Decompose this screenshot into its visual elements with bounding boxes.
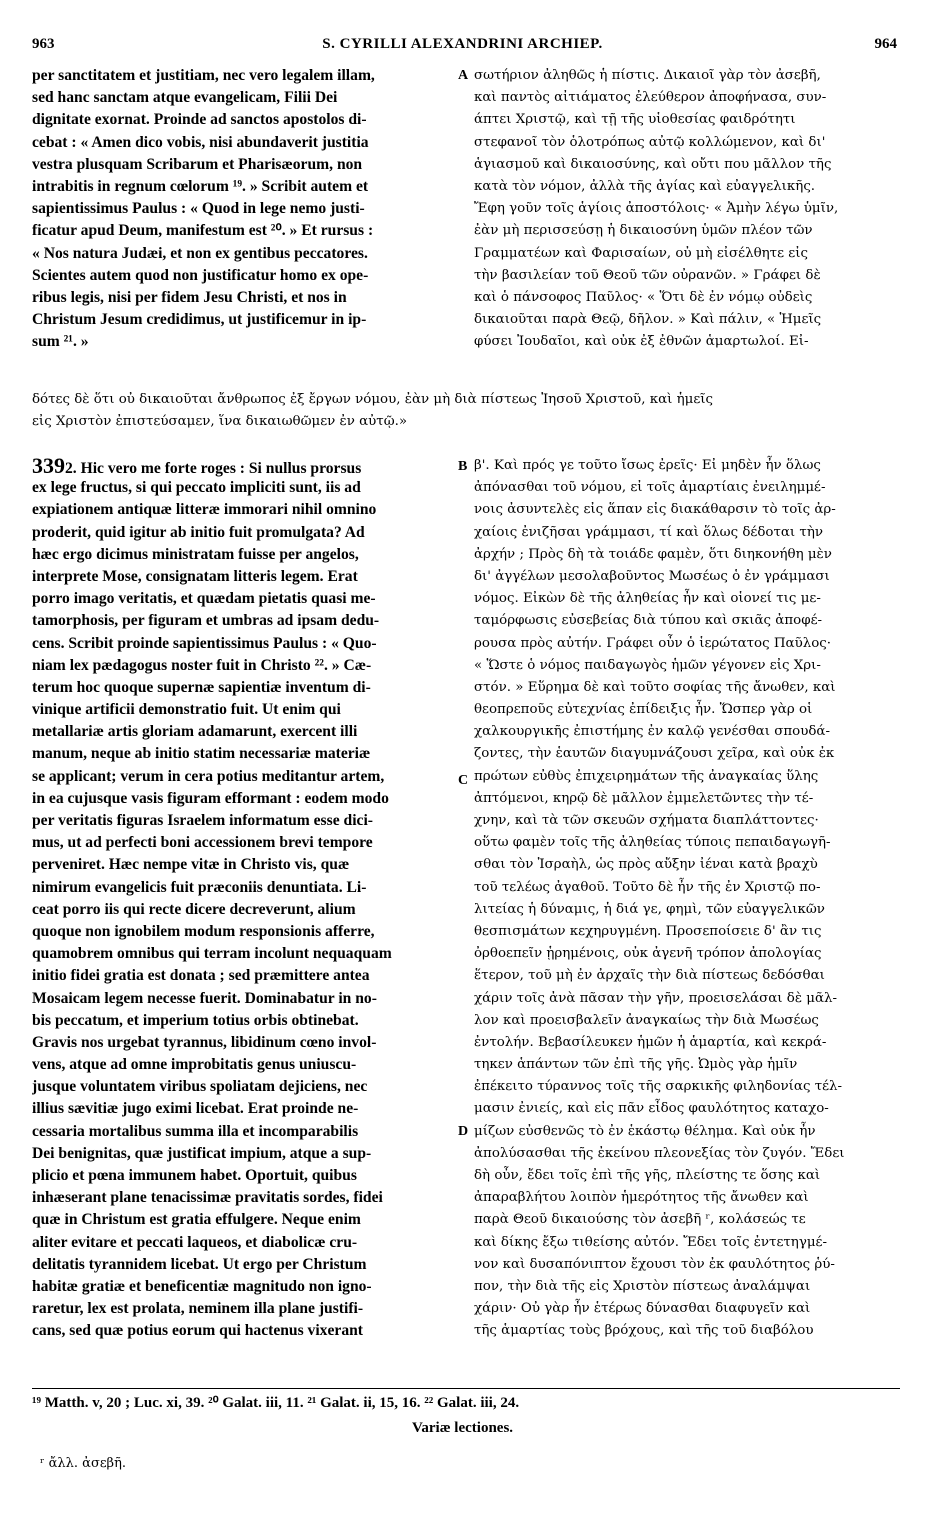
text-line: sed hanc sanctam atque evangelicam, Filii Dei [32,89,338,107]
text-line: manum, neque ab initio statim necessariæ materiæ [32,745,371,763]
latin-main-first-line: 3392. Hic vero me forte roges : Si nullus prorsus [32,455,362,478]
text-line: ἕτερον, τοῦ μὴ ἐν ἀρχαῖς τὴν διὰ πίστεως δεδόσθαι [474,968,825,984]
text-line: τηκεν ἁπάντων τῶν ἐπὶ τῆς γῆς. Ὠμὸς γὰρ ἡμῖν [474,1057,798,1073]
text-line: sum ²¹. » [32,333,89,351]
text-line: τοῦ τελέως ἀγαθοῦ. Τοῦτο δὲ ἦν τῆς ἐν Χριστῷ πο- [474,879,821,895]
text-line: νόμος. Εἰκὼν δὲ τῆς ἀληθείας ἦν καὶ οἱονεί τις με- [474,591,821,607]
text-line: expiationem antiquæ litteræ immorari nihil omnino [32,501,377,519]
text-line: vinique artificii demonstratio fuit. Ut enim qui [32,701,341,719]
text-line: θεοπρεποῦς εὐτεχνίας ἐπίδειξις ἦν. Ὥσπερ γὰρ οἱ [474,702,813,718]
greek-column-top [474,65,899,353]
text-line: ex lege fructus, si qui peccato impliciti sunt, iis ad [32,479,361,497]
text-line: per veritatis figuras Israelem informatum esse dici- [32,812,373,829]
text-line: παρὰ Θεοῦ δικαιούσης τὸν ἀσεβῆ ʳ, κολάσεώς τε [474,1212,806,1228]
text-line: ceat porro iis qui recte dicere decreverunt, alium [32,900,356,918]
text-line: vestra plusquam Scribarum et Pharisæorum, non [32,155,363,173]
text-line: inhæserant plane tenacissimæ pravitatis sordes, fidei [32,1189,383,1207]
text-line: sapientissimus Paulus : « Quod in lege nemo justi- [32,200,365,218]
text-line: δικαιοῦται παρὰ Θεῷ, δῆλον. » Καὶ πάλιν, « Ἡμεῖς [474,312,822,328]
text-line: initio fidei gratia est donata ; sed præmittere antea [32,967,370,985]
text-line: ἀπαραβλήτου λοιπὸν ἡμερότητος τῆς ἄνωθεν καὶ [474,1190,809,1206]
text-line: λιτείας ἡ δύναμις, ἡ διά γε, φημὶ, τῶν εὐαγγελικῶν [474,901,825,917]
text-line: άπτει Χριστῷ, καὶ τῇ τῆς υἱοθεσίας φαιδρότητι [474,112,796,128]
text-line: Ἔφη γοῦν τοῖς ἁγίοις ἀποστόλοις· « Ἀμὴν λέγω ὑμῖν, [474,201,839,217]
margin-letter-b: B [458,459,468,474]
text-line: terum hoc quoque supernæ sapientiæ inventum di- [32,678,371,696]
footnote-rule [32,1388,900,1389]
text-line: μασιν ἐνιείς, καὶ εἰς πᾶν εἶδος φαυλότητος καταχο- [474,1101,829,1117]
text-line: λον καὶ προεισβαλεῖν ἀναγκαίως τὴν διὰ Μωσέως [474,1012,819,1028]
text-line: bis peccatum, et imperium totius orbis obtinebat. [32,1011,359,1029]
text-line: Dei benignitas, quæ justificat impium, atque a sup- [32,1144,372,1162]
text-line: δότες δὲ ὅτι οὐ δικαιοῦται ἄνθρωπος ἐξ ἔργων νόμου, ἐὰν μὴ διὰ πίστεως Ἰησοῦ Χριστοῦ, καὶ ἡμεῖς [32,392,714,407]
text-line: per sanctitatem et justitiam, nec vero legalem illam, [32,67,375,84]
text-line: ρουσα πρὸς αὐτήν. Γράφει οὖν ὁ ἱερώτατος Παῦλος· [474,635,832,651]
text-line: φύσει Ἰουδαῖοι, καὶ οὐκ ἐξ ἐθνῶν ἁμαρτωλοί. Εἰ- [474,334,809,350]
text-line: intrabitis in regnum cœlorum ¹⁹. » Scribit autem et [32,177,369,195]
text-line: ταμόρφωσις εὐσεβείας διὰ τύπου καὶ σκιᾶς ἀποφέ- [474,613,823,629]
text-line: hæc ergo dicimus ministratam fuisse per angelos, [32,545,359,563]
text-line: ἀπόνασθαι τοῦ νόμου, εἰ τοῖς ἁμαρτίαις ἐνειλημμέ- [474,480,826,496]
text-line: μίζων εὐσθενῶς τὸ ἐν ἑκάστῳ θέλημα. Καὶ οὐκ ἦν [474,1123,816,1139]
text-line: καὶ παντὸς αἰτιάματος ἐλεύθερον ἀποφήνασα, συν- [474,90,827,106]
text-line: χαίοις ἐνιζῆσαι γράμμασι, τί καὶ ὅλως δέδοται τὴν [474,524,823,540]
text-line: σωτήριον ἀληθῶς ἡ πίστις. Δικαιοῖ γὰρ τὸν ἀσεβῆ, [474,68,821,83]
text-line: ἁγιασμοῦ καὶ δικαιοσύνης, καὶ οὔτι που μᾶλλον τῆς [474,156,832,172]
text-line: cans, sed quæ potius eorum qui hactenus vixerant [32,1322,363,1340]
text-line: niam lex pædagogus noster fuit in Christo ²². » Cæ- [32,656,372,674]
margin-letter-c: C [458,773,469,788]
text-line: cens. Scribit proinde sapientissimus Paulus : « Quo- [32,634,377,652]
text-line: Γραμματέων καὶ Φαρισαίων, οὐ μὴ εἰσέλθητε εἰς [474,245,808,261]
text-line: β'. Καὶ πρός γε τοῦτο ἴσως ἐρεῖς· Εἰ μηδὲν ἦν ὅλως [474,458,821,473]
greek-column-main [474,455,899,1343]
text-line: quæ in Christum est gratia effulgere. Neque enim [32,1211,361,1229]
text-line: ἐντολήν. Βεβασίλευκεν ἡμῶν ἡ ἁμαρτία, καὶ κεκρά- [474,1034,827,1050]
text-line: vens, atque ad omne improbitatis genus uniuscu- [32,1056,357,1074]
text-line: proderit, quid igitur ab initio fuit promulgata? Ad [32,523,365,541]
text-line: πον, τὴν διὰ τῆς εἰς Χριστὸν πίστεως ἀναλάμψαι [474,1278,811,1294]
latin-column-top [32,65,462,353]
text-line: se applicant; verum in cera potius meditantur artem, [32,767,385,785]
text-line: χάριν· Οὐ γὰρ ἦν ἑτέρως δύνασθαι διαφυγεῖν καὶ [474,1301,811,1317]
text-line: habitæ gratiæ et beneficentiæ magnitudo non igno- [32,1277,372,1295]
text-line: καὶ δίκης ἔξω τιθείσης αὐτόν. Ἔδει τοῖς ἐντετηγμέ- [474,1234,828,1250]
text-line: aliter evitare et peccati laqueos, et diabolicæ cru- [32,1233,358,1251]
text-line: raretur, lex est prolata, neminem illa plane justifi- [32,1300,364,1318]
text-line: dignitate exornat. Proinde ad sanctos apostolos di- [32,111,367,129]
text-line: jusque voluntatem viribus spoliatam dejiciens, nec [32,1078,368,1096]
text-line: Mosaicam legem necesse fuerit. Dominabatur in no- [32,989,377,1007]
text-line: νοις ἀσυντελὲς εἰς ἅπαν εἰς διακάθαρσιν τὸ τοῖς ἀρ- [474,502,836,518]
footnotes: ¹⁹ Matth. v, 20 ; Luc. xi, 39. ²⁰ Galat. iii, 11. ²¹ Galat. ii, 15, 16. ²² Galat. iii, 24. [32,1395,520,1411]
text-line: porro imago veritatis, et quædam pietatis quasi me- [32,590,376,608]
text-line: ὀρθοεπεῖν ᾑρημένοις, οὐκ ἀγενῆ τρόπον ἀπολογίας [474,946,822,962]
text-line: οὕτω φαμὲν τοῖς τῆς ἀληθείας τύποις πεπαιδαγωγῆ- [474,835,831,851]
text-line: mus, ut ad perfecti boni accessionem brevi tempore [32,834,373,852]
text-line: « Nos natura Judæi, et non ex gentibus peccatores. [32,244,368,262]
text-line: ἐὰν μὴ περισσεύσῃ ἡ δικαιοσύνη ὑμῶν πλέον τῶν [474,223,813,239]
text-line: cessaria mortalibus summa illa et incomparabilis [32,1122,359,1140]
text-line: delitatis tyrannidem licebat. Ut ergo per Christum [32,1255,367,1273]
text-line: καὶ ὁ πάνσοφος Παῦλος· « Ὅτι δὲ ἐν νόμῳ οὐδεὶς [474,289,813,305]
text-line: ἀπολύσασθαι τῆς ἐκείνου πλεονεξίας τὸν ζυγόν. Ἔδει [474,1145,845,1161]
text-line: « Ὥστε ὁ νόμος παιδαγωγὸς ἡμῶν γέγονεν εἰς Χρι- [474,657,821,673]
variant-reading: ʳ ἄλλ. ἀσεβῆ. [40,1456,126,1471]
text-line: ἀρχήν ; Πρὸς δὴ τὰ τοιάδε φαμὲν, ὅτι διηκονήθη μὲν [474,546,832,562]
text-line: quamobrem omnibus qui terram incolunt nequaquam [32,945,392,963]
text-line: tamorphosis, per figuram et umbras ad ipsam dedu- [32,612,380,630]
text-line: δὴ οὖν, ἔδει τοῖς ἐπὶ τῆς γῆς, πλείστης τε ὅσης καὶ [474,1168,821,1183]
text-line: ζοντες, τὴν ἑαυτῶν διαγυμνάζουσι χεῖρα, καὶ οὐκ ἐκ [474,746,835,762]
text-line: νον καὶ δυσαπόνιπτον ἔχουσι τὸν ἐκ φαυλότητος ῥύ- [474,1256,835,1272]
text-line: ficatur apud Deum, manifestum est ²⁰. » Et rursus : [32,222,374,240]
section-number: 339 [32,455,65,478]
running-head: S. CYRILLI ALEXANDRINI ARCHIEP. [322,36,603,52]
text-line: perveniret. Hæc nempe vitæ in Christo vis, quæ [32,856,350,874]
page-number-right: 964 [874,36,897,52]
text-line: χάριν τοῖς ἀνὰ πᾶσαν τὴν γῆν, προεισελάσαι δὲ μᾶλ- [474,990,838,1006]
text-line: εἰς Χριστὸν ἐπιστεύσαμεν, ἵνα δικαιωθῶμεν ἐν αὐτῷ.» [32,414,408,430]
text-line: σθαι τὸν Ἰσραὴλ, ὡς πρὸς αὔξην ἰέναι κατὰ βραχὺ [474,857,818,873]
text-line: θεσπισμάτων κεχηρυγμένη. Προσεποίσειε δ' ἂν τις [474,923,822,939]
text-line: in ea cujusque vasis figuram efformant : eodem modo [32,789,389,807]
text-line: πρώτων εὐθὺς ἐπιχειρημάτων τῆς ἀναγκαίας ὕλης [474,768,819,784]
text-line: τὴν βασιλείαν τοῦ Θεοῦ τῶν οὐρανῶν. » Γράφει δὲ [474,267,821,283]
variae-lectiones-title: Variæ lectiones. [411,1420,514,1436]
text-line: Gravis nos urgebat tyrannus, libidinum cœno invol- [32,1033,377,1051]
text-line: ἀπτόμενοι, κηρῷ δὲ μᾶλλον ἐμμελετῶντες τὴν τέ- [474,790,814,806]
text-line: Christum Jesum credidimus, ut justificemur in ip- [32,311,367,329]
text-line: nimirum evangelicis fuit præconiis denuntiata. Li- [32,878,367,896]
text-line: στεφανοῖ τὸν ὁλοτρόπως αὐτῷ κολλώμενον, καὶ δι' [474,134,826,150]
text-line: illius sævitiæ jugo eximi licebat. Erat proinde ne- [32,1100,359,1118]
text-line: χαλκουργικῆς ἐπιστήμης ἐν καλῷ γενέσθαι σπουδά- [474,724,830,740]
text-line: τῆς ἁμαρτίας τοὺς βρόχους, καὶ τῆς τοῦ διαβόλου [474,1323,814,1339]
text-line: cebat : « Amen dico vobis, nisi abundaverit justitia [32,133,369,151]
margin-letter-d: D [458,1124,469,1139]
page-number-left: 963 [32,36,55,52]
latin-column-main [32,455,462,1343]
text-line: ribus legis, nisi per fidem Jesu Christi, et nos in [32,288,347,306]
text-line: στόν. » Εὕρημα δὲ καὶ τοῦτο σοφίας τῆς ἄνωθεν, καὶ [474,679,836,695]
greek-full-width [32,389,900,433]
text-line: κατὰ τὸν νόμον, ἀλλὰ τῆς ἁγίας καὶ εὐαγγελικῆς. [474,178,816,194]
text-line: δι' ἀγγέλων μεσολαβοῦντος Μωσέως ὁ ἐν γράμμασι [474,568,830,584]
text-line: Scientes autem quod non justificatur homo ex ope- [32,266,369,284]
text-line: interprete Mose, consignatam litteris legem. Erat [32,567,358,585]
text-line: quoque non ignobilem modum responsionis afferre, [32,922,375,940]
margin-letter-a: A [458,68,469,83]
text-line: ἐπέκειτο τύραννος τοῖς τῆς σαρκικῆς φιληδονίας τέλ- [474,1079,843,1095]
text-line: χνην, καὶ τὰ τῶν σκευῶν σχήματα διαπλάττοντες· [474,813,819,828]
text-line: metallariæ artis gloriam adamarunt, exercent illi [32,723,358,741]
text-line: plicio et pœna immunem habet. Oportuit, quibus [32,1167,357,1184]
